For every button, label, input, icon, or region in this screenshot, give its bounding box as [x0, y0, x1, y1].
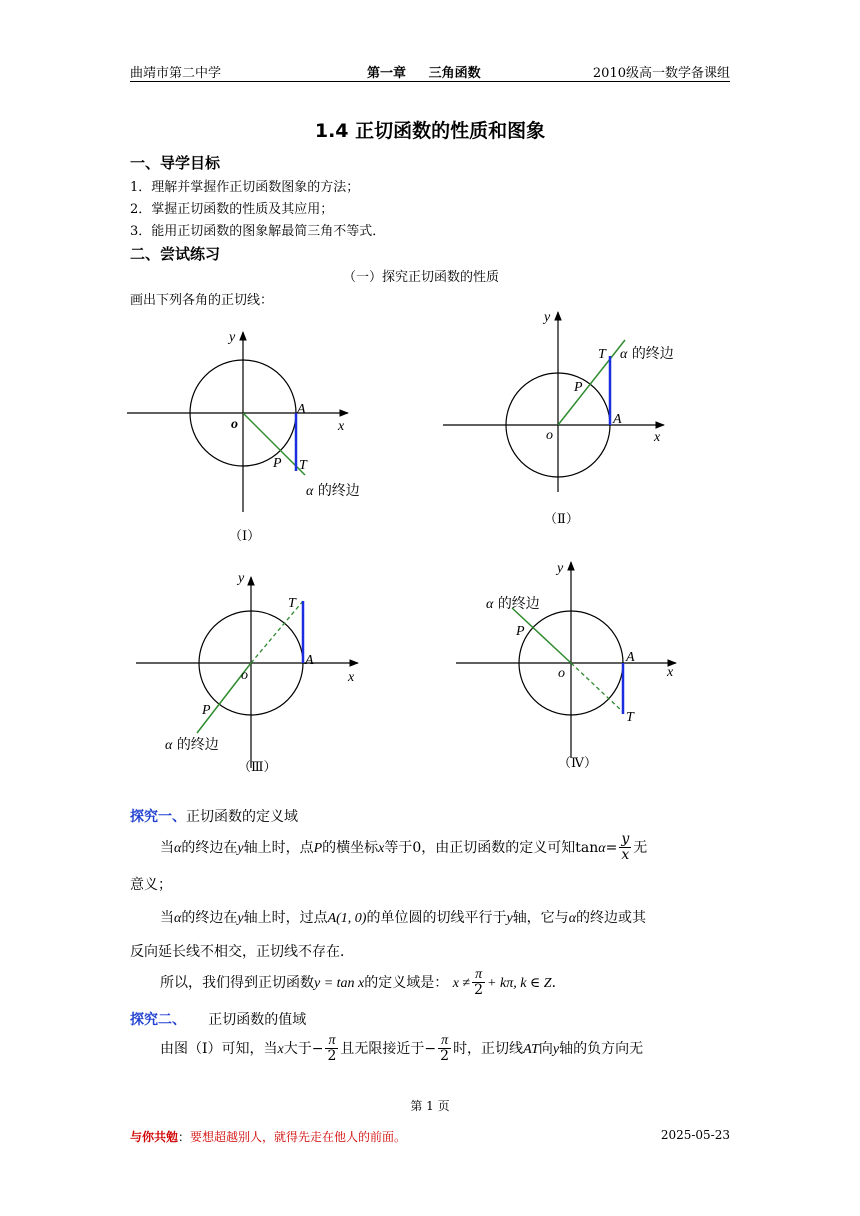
fig3-terminal-label: α 的终边 — [165, 737, 219, 753]
fig2-y-label: y — [544, 310, 551, 325]
goal-item-2: 2．掌握正切函数的性质及其应用； — [130, 202, 334, 217]
explore1-para2: 当α的终边在y轴上时，过点A(1, 0)的单位圆的切线平行于y轴，它与α的终边或其 — [160, 910, 647, 926]
footer-motto: 与你共勉：要想超越别人，就得先走在他人的前面。 — [130, 1130, 407, 1144]
header-chapter-number: 第一章 — [367, 66, 407, 81]
explore1-para2-cont: 反向延长线不相交，正切线不存在． — [130, 944, 354, 960]
fig4-x-label: x — [667, 665, 674, 680]
footer-date: 2025-05-23 — [660, 1128, 730, 1142]
fig3-p-label: P — [202, 703, 211, 718]
fig1-p-label: P — [273, 456, 282, 471]
header-group: 2010级高一数学备课组 — [592, 66, 730, 81]
explore1-title: 正切函数的定义域 — [186, 809, 298, 825]
goal-item-1: 1．理解并掌握作正切函数图象的方法； — [130, 180, 360, 195]
figure-2-drawing — [443, 312, 664, 492]
fig3-t-label: T — [288, 596, 296, 611]
reverse-extension — [571, 663, 623, 712]
fig2-caption: （Ⅱ） — [544, 512, 579, 527]
fig3-caption: （Ⅲ） — [238, 760, 277, 775]
explore2-tag: 探究二、 — [130, 1012, 186, 1028]
fig4-caption: （Ⅳ） — [558, 756, 597, 771]
page-title: 1.4 正切函数的性质和图象 — [314, 120, 546, 142]
explore1-para1: 当α的终边在y轴上时，点P的横坐标x等于0，由正切函数的定义可知tanα= $\frac{y}{x}$ 无 — [160, 831, 648, 864]
fig1-a-label: A — [297, 402, 306, 417]
explore1-para1-cont: 意义； — [130, 877, 172, 893]
section2-subheading: （一）探究正切函数的性质 — [343, 270, 500, 285]
figure-4-drawing — [456, 562, 676, 758]
explore2-para1: 由图（Ⅰ）可知，当x大于− $\frac{\pi}{2}$ 且无限接近于− $\frac{\pi}{2}$ 时，正切线AT向y轴的负方向无 — [160, 1033, 644, 1065]
fig4-a-label: A — [626, 650, 635, 665]
fig3-o-label: o — [241, 668, 248, 683]
section2-heading: 二、尝试练习 — [130, 245, 221, 263]
fig1-o-label: o — [231, 417, 238, 432]
fig1-caption: （Ⅰ） — [229, 529, 261, 544]
page-number: 第 1 页 — [410, 1099, 450, 1113]
fig2-o-label: o — [546, 428, 553, 443]
fig4-terminal-label: α 的终边 — [486, 596, 540, 612]
explore2-heading — [130, 1009, 306, 1029]
header-chapter-title: 三角函数 — [428, 66, 481, 81]
header-school: 曲靖市第二中学 — [130, 66, 222, 81]
motto-text: 要想超越别人，就得先走在他人的前面。 — [190, 1130, 407, 1144]
explore1-para3: 所以，我们得到正切函数y = tan x的定义域是： x ≠ $\frac{\pi}{2}$ + kπ, k ∈ Z． — [160, 967, 566, 999]
fig3-y-label: y — [238, 571, 245, 586]
fig1-terminal-label: α 的终边 — [306, 483, 360, 499]
explore1-tag: 探究一、 — [130, 809, 186, 825]
fig1-y-label: y — [229, 330, 236, 345]
fig3-a-label: A — [305, 653, 314, 668]
fig2-t-label: T — [598, 347, 606, 362]
instruction-text: 画出下列各角的正切线： — [130, 293, 274, 308]
fig4-p-label: P — [516, 624, 525, 639]
section1-heading: 一、导学目标 — [130, 154, 221, 172]
fig4-t-label: T — [626, 710, 634, 725]
explore1-heading — [130, 806, 298, 826]
goal-item-3: 3．能用正切函数的图象解最简三角不等式． — [130, 224, 386, 239]
fig1-x-label: x — [338, 419, 345, 434]
fig2-terminal-label: α 的终边 — [620, 346, 674, 362]
fig2-p-label: P — [574, 380, 583, 395]
fig1-t-label: T — [299, 458, 307, 473]
fig4-o-label: o — [558, 666, 565, 681]
motto-label: 与你共勉 — [130, 1130, 179, 1144]
fig2-a-label: A — [613, 412, 622, 427]
fig4-y-label: y — [557, 561, 564, 576]
fig2-x-label: x — [654, 430, 661, 445]
fig3-x-label: x — [348, 670, 355, 685]
explore2-title: 正切函数的值域 — [208, 1012, 307, 1028]
